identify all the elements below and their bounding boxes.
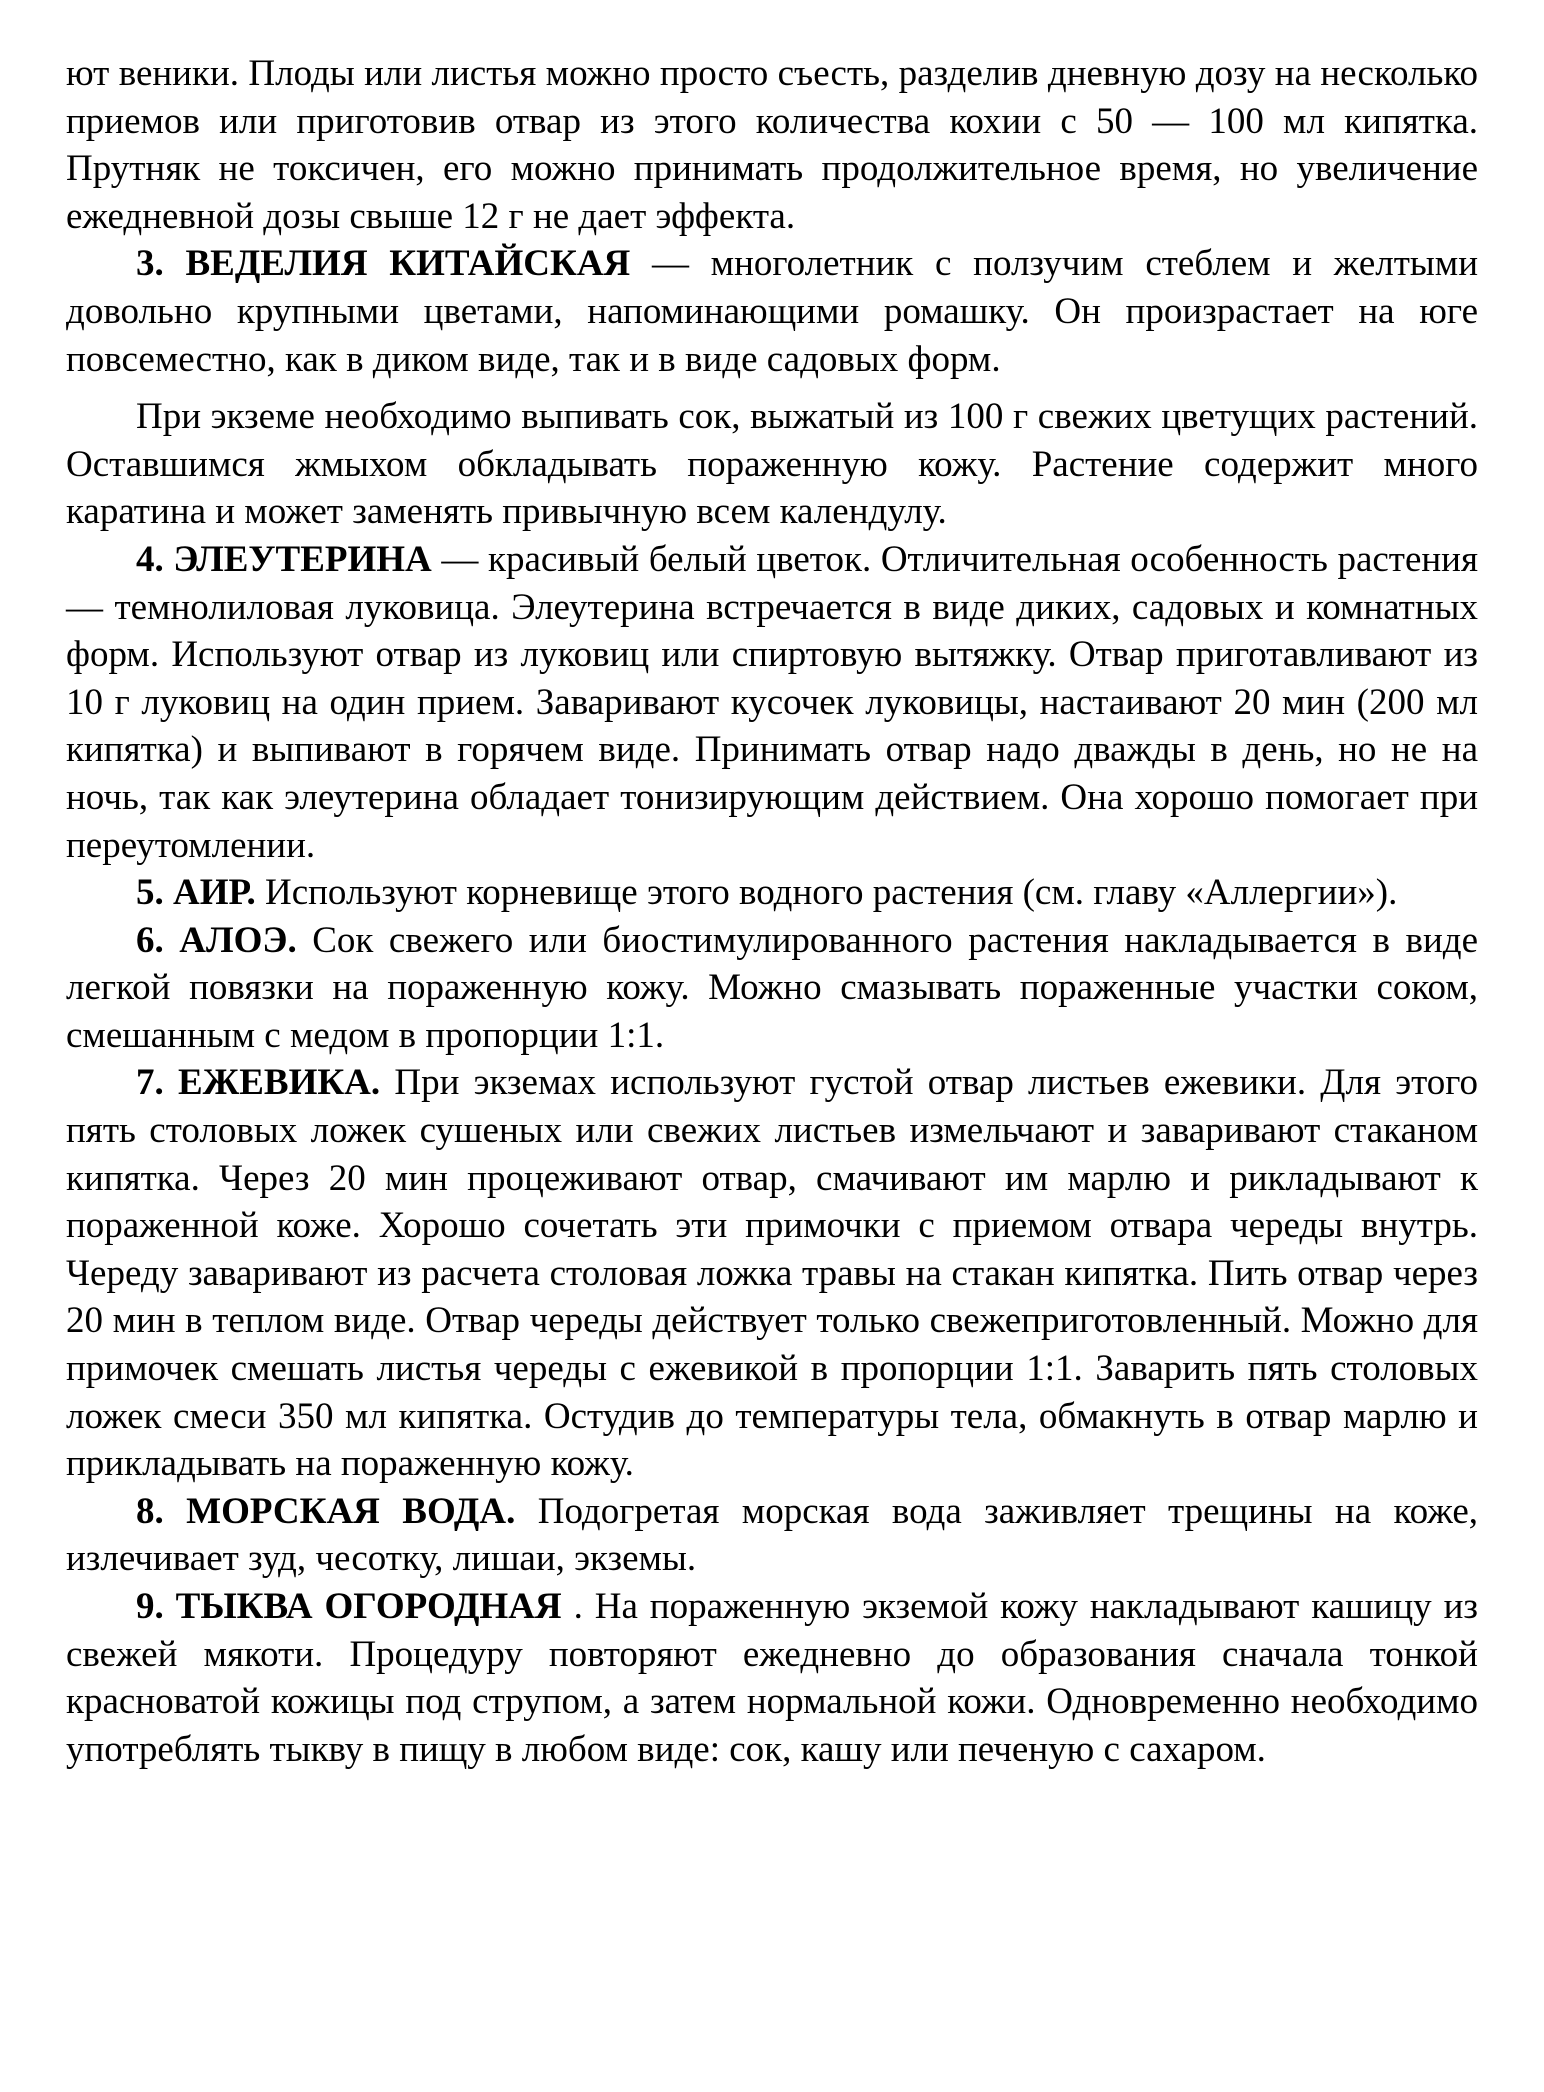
entry-tykva — [66, 1583, 1478, 1773]
entry-ezhevika — [66, 1059, 1478, 1487]
paragraph-text: ют веники. Плоды или листья можно просто съесть, разделив дневную дозу на несколько приемов или приготовив отвар из этого количества кохии с 50 — 100 мл кипятка. Прутняк не токсичен, его можно принимать продолжительное время, но увеличение ежедневной дозы свыше 12 г не дает эффекта. — [66, 53, 1478, 237]
entry-text: При экземах используют густой отвар листьев ежевики. Для этого пять столовых ложек сушеных или свежих листьев измельчают и заваривают стаканом кипятка. Через 20 мин процеживают отвар, смачивают им марлю и рикладывают к пораженной коже. Хорошо сочетать эти примочки с приемом отвара череды внутрь. Череду заваривают из расчета столовая ложка травы на стакан кипятка. Пить отвар через 20 мин в теплом виде. Отвар череды действует только свежеприготовленный. Можно для примочек смешать листья череды с ежевикой в пропорции 1:1. Заварить пять столовых ложек смеси 350 мл кипятка. Остудив до температуры тела, обмакнуть в отвар марлю и прикладывать на пораженную кожу. — [66, 1062, 1479, 1485]
entry-heading: 6. АЛОЭ. — [136, 919, 297, 961]
entry-heading: 5. АИР. — [136, 872, 256, 914]
entry-text: Сок свежего или биостимулированного растения накладывается в виде легкой повязки на пораженную кожу. Можно смазывать пораженные участки соком, смешанным с медом в пропорции 1:1. — [66, 919, 1478, 1056]
entry-text: — многолетник с ползучим стеблем и желтыми довольно крупными цветами, напоминающими ромашку. Он произрастает на юге повсеместно, как в диком виде, так и в виде садовых форм. — [66, 243, 1478, 380]
entry-heading: 8. МОРСКАЯ ВОДА. — [136, 1490, 516, 1532]
entry-air — [66, 869, 1478, 917]
entry-heading: 3. ВЕДЕЛИЯ КИТАЙСКАЯ — [136, 243, 631, 285]
entry-text: — красивый белый цветок. Отличительная особенность растения — темнолиловая луковица. Элеутерина встречается в виде диких, садовых и комнатных форм. Используют отвар из луковиц или спиртовую вытяжку. Отвар приготавливают из 10 г луковиц на один прием. Заваривают кусочек луковицы, настаивают 20 мин (200 мл кипятка) и выпивают в горячем виде. Принимать отвар надо дважды в день, но не на ночь, так как элеутерина обладает тонизирующим действием. Она хорошо помогает при переутомлении. — [66, 538, 1478, 866]
paragraph-text: При экземе необходимо выпивать сок, выжатый из 100 г свежих цветущих растений. Оставшимся жмыхом обкладывать пораженную кожу. Растение содержит много каратина и может заменять привычную всем календулу. — [66, 396, 1478, 533]
book-page — [66, 50, 1478, 1773]
entry-text: Используют корневище этого водного растения (см. главу «Аллергии»). — [255, 872, 1398, 914]
paragraph-eczema-juice — [66, 393, 1478, 536]
entry-heading: 9. ТЫКВА ОГОРОДНАЯ — [136, 1586, 562, 1627]
entry-eleuterina — [66, 536, 1478, 869]
entry-heading: 4. ЭЛЕУТЕРИНА — [136, 538, 432, 580]
paragraph-continuation — [66, 50, 1478, 240]
entry-morskaya-voda — [66, 1488, 1478, 1583]
entry-text: Подогретая морская вода заживляет трещины на коже, излечивает зуд, чесотку, лишаи, экземы. — [66, 1490, 1478, 1580]
entry-heading: 7. ЕЖЕВИКА. — [136, 1062, 381, 1104]
entry-vedeliya — [66, 240, 1478, 383]
entry-text: . На пораженную экземой кожу накладывают кашицу из свежей мякоти. Процедуру повторяют ежедневно до образования сначала тонкой красноватой кожицы под струпом, а затем нормальной кожи. Одновременно необходимо употреблять тыкву в пищу в любом виде: сок, кашу или печеную с сахаром. — [66, 1586, 1478, 1770]
entry-aloe — [66, 917, 1478, 1060]
